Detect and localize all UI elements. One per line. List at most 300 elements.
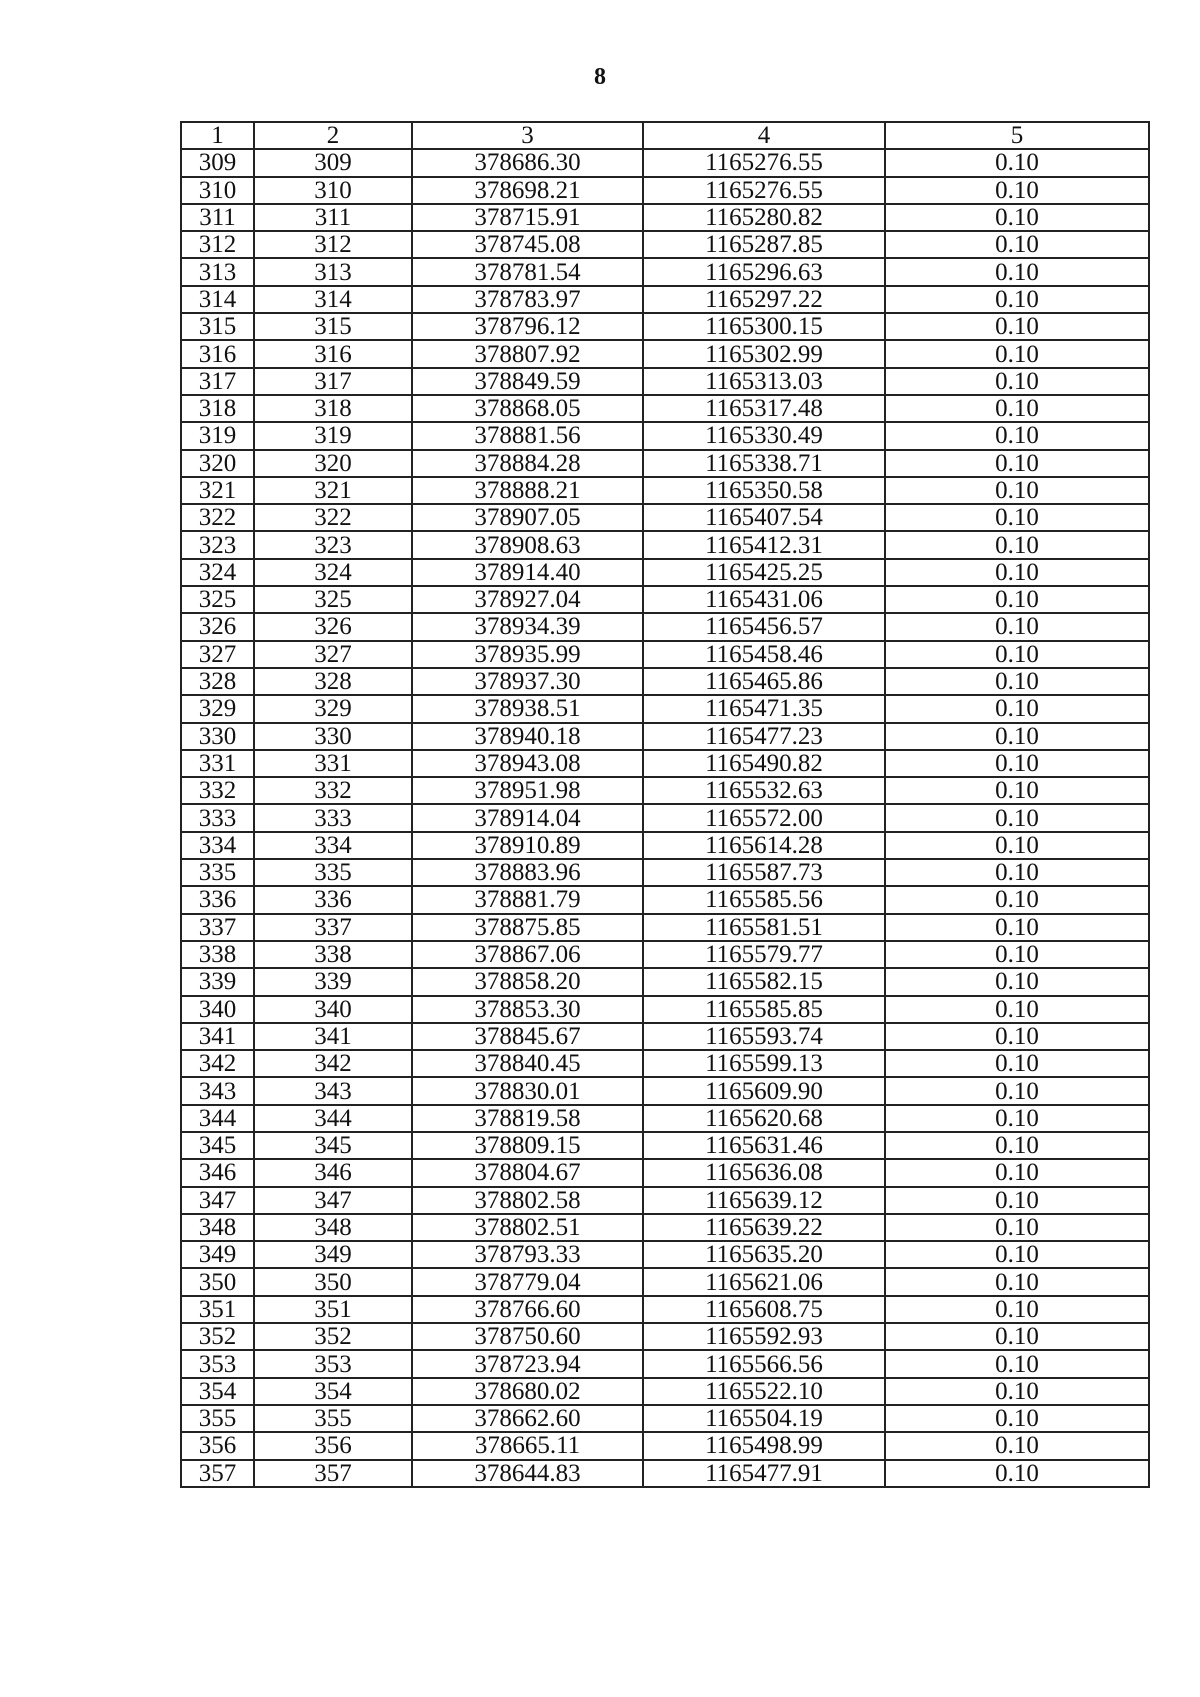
table-cell-col-4: 1165425.25 [643, 559, 885, 586]
table-cell-col-3: 378793.33 [412, 1241, 643, 1268]
table-cell-col-3: 378807.92 [412, 340, 643, 367]
table-cell-col-5: 0.10 [885, 1214, 1149, 1241]
table-cell-col-1: 313 [181, 258, 254, 285]
table-cell-col-2: 310 [254, 177, 412, 204]
table-cell-col-4: 1165581.51 [643, 914, 885, 941]
table-cell-col-2: 346 [254, 1159, 412, 1186]
table-cell-col-1: 319 [181, 422, 254, 449]
table-cell-col-1: 345 [181, 1132, 254, 1159]
table-cell-col-3: 378951.98 [412, 777, 643, 804]
table-cell-col-1: 311 [181, 204, 254, 231]
table-cell-col-4: 1165635.20 [643, 1241, 885, 1268]
table-cell-col-1: 330 [181, 723, 254, 750]
table-cell-col-4: 1165504.19 [643, 1405, 885, 1432]
table-row [181, 531, 1149, 558]
table-cell-col-3: 378914.04 [412, 804, 643, 831]
table-cell-col-1: 332 [181, 777, 254, 804]
table-cell-col-2: 335 [254, 859, 412, 886]
table-cell-col-1: 320 [181, 450, 254, 477]
table-cell-col-5: 0.10 [885, 1268, 1149, 1295]
table-cell-col-5: 0.10 [885, 450, 1149, 477]
table-cell-col-5: 0.10 [885, 832, 1149, 859]
table-row [181, 313, 1149, 340]
table-cell-col-3: 378745.08 [412, 231, 643, 258]
table-cell-col-3: 378802.51 [412, 1214, 643, 1241]
table-cell-col-1: 342 [181, 1050, 254, 1077]
table-cell-col-5: 0.10 [885, 531, 1149, 558]
table-cell-col-2: 329 [254, 695, 412, 722]
table-cell-col-4: 1165608.75 [643, 1296, 885, 1323]
table-cell-col-3: 378644.83 [412, 1460, 643, 1487]
table-cell-col-1: 346 [181, 1159, 254, 1186]
table-row [181, 1405, 1149, 1432]
table-cell-col-2: 309 [254, 149, 412, 176]
table-cell-col-5: 0.10 [885, 149, 1149, 176]
table-row [181, 668, 1149, 695]
table-cell-col-1: 323 [181, 531, 254, 558]
table-cell-col-3: 378884.28 [412, 450, 643, 477]
table-cell-col-5: 0.10 [885, 1077, 1149, 1104]
table-cell-col-5: 0.10 [885, 1296, 1149, 1323]
table-cell-col-1: 339 [181, 968, 254, 995]
table-cell-col-3: 378781.54 [412, 258, 643, 285]
table-cell-col-2: 338 [254, 941, 412, 968]
table-cell-col-1: 352 [181, 1323, 254, 1350]
table-cell-col-5: 0.10 [885, 1105, 1149, 1132]
table-cell-col-4: 1165456.57 [643, 613, 885, 640]
table-cell-col-2: 319 [254, 422, 412, 449]
table-cell-col-1: 317 [181, 368, 254, 395]
table-cell-col-1: 310 [181, 177, 254, 204]
table-cell-col-1: 318 [181, 395, 254, 422]
table-cell-col-2: 313 [254, 258, 412, 285]
table-row [181, 1132, 1149, 1159]
table-cell-col-2: 316 [254, 340, 412, 367]
table-cell-col-2: 311 [254, 204, 412, 231]
table-row [181, 504, 1149, 531]
table-cell-col-4: 1165458.46 [643, 641, 885, 668]
table-row [181, 832, 1149, 859]
table-cell-col-2: 337 [254, 914, 412, 941]
table-cell-col-2: 318 [254, 395, 412, 422]
table-cell-col-2: 339 [254, 968, 412, 995]
table-cell-col-2: 350 [254, 1268, 412, 1295]
table-cell-col-1: 328 [181, 668, 254, 695]
table-cell-col-3: 378937.30 [412, 668, 643, 695]
table-cell-col-4: 1165639.22 [643, 1214, 885, 1241]
table-cell-col-1: 337 [181, 914, 254, 941]
table-cell-col-5: 0.10 [885, 859, 1149, 886]
table-cell-col-5: 0.10 [885, 177, 1149, 204]
table-cell-col-3: 378715.91 [412, 204, 643, 231]
table-row [181, 859, 1149, 886]
table-cell-col-4: 1165609.90 [643, 1077, 885, 1104]
table-cell-col-2: 347 [254, 1187, 412, 1214]
table-cell-col-4: 1165585.56 [643, 886, 885, 913]
table-row [181, 177, 1149, 204]
table-cell-col-1: 325 [181, 586, 254, 613]
table-row [181, 1187, 1149, 1214]
table-cell-col-2: 353 [254, 1350, 412, 1377]
table-cell-col-1: 336 [181, 886, 254, 913]
table-cell-col-4: 1165579.77 [643, 941, 885, 968]
table-cell-col-3: 378750.60 [412, 1323, 643, 1350]
table-cell-col-5: 0.10 [885, 477, 1149, 504]
page-number: 8 [594, 64, 606, 90]
table-cell-col-3: 378938.51 [412, 695, 643, 722]
table-cell-col-5: 0.10 [885, 368, 1149, 395]
table-cell-col-1: 331 [181, 750, 254, 777]
table-cell-col-4: 1165300.15 [643, 313, 885, 340]
table-cell-col-5: 0.10 [885, 695, 1149, 722]
table-cell-col-1: 356 [181, 1432, 254, 1459]
table-cell-col-5: 0.10 [885, 1350, 1149, 1377]
table-cell-col-4: 1165338.71 [643, 450, 885, 477]
table-cell-col-2: 326 [254, 613, 412, 640]
table-cell-col-1: 341 [181, 1023, 254, 1050]
table-cell-col-4: 1165287.85 [643, 231, 885, 258]
table-cell-col-4: 1165330.49 [643, 422, 885, 449]
table-row [181, 477, 1149, 504]
table-row [181, 695, 1149, 722]
table-cell-col-3: 378845.67 [412, 1023, 643, 1050]
table-row [181, 914, 1149, 941]
table-cell-col-2: 343 [254, 1077, 412, 1104]
column-header-2: 2 [254, 122, 412, 149]
table-row [181, 886, 1149, 913]
table-cell-col-5: 0.10 [885, 641, 1149, 668]
table-cell-col-1: 322 [181, 504, 254, 531]
table-cell-col-1: 327 [181, 641, 254, 668]
column-header-4: 4 [643, 122, 885, 149]
table-cell-col-2: 356 [254, 1432, 412, 1459]
table-cell-col-2: 317 [254, 368, 412, 395]
table-cell-col-1: 350 [181, 1268, 254, 1295]
table-cell-col-2: 325 [254, 586, 412, 613]
table-cell-col-4: 1165477.91 [643, 1460, 885, 1487]
table-cell-col-5: 0.10 [885, 1460, 1149, 1487]
table-cell-col-5: 0.10 [885, 886, 1149, 913]
table-cell-col-5: 0.10 [885, 1132, 1149, 1159]
table-row [181, 1378, 1149, 1405]
table-cell-col-4: 1165280.82 [643, 204, 885, 231]
table-cell-col-1: 309 [181, 149, 254, 176]
table-cell-col-3: 378940.18 [412, 723, 643, 750]
table-cell-col-2: 334 [254, 832, 412, 859]
table-cell-col-3: 378914.40 [412, 559, 643, 586]
table-row [181, 368, 1149, 395]
table-row [181, 996, 1149, 1023]
table-cell-col-1: 348 [181, 1214, 254, 1241]
table-cell-col-4: 1165566.56 [643, 1350, 885, 1377]
table-cell-col-3: 378796.12 [412, 313, 643, 340]
table-cell-col-4: 1165276.55 [643, 149, 885, 176]
table-cell-col-4: 1165587.73 [643, 859, 885, 886]
table-cell-col-1: 357 [181, 1460, 254, 1487]
table-cell-col-2: 342 [254, 1050, 412, 1077]
table-cell-col-5: 0.10 [885, 1050, 1149, 1077]
table-cell-col-4: 1165532.63 [643, 777, 885, 804]
table-cell-col-3: 378858.20 [412, 968, 643, 995]
table-cell-col-4: 1165593.74 [643, 1023, 885, 1050]
table-cell-col-2: 320 [254, 450, 412, 477]
table-row [181, 1241, 1149, 1268]
table-cell-col-2: 336 [254, 886, 412, 913]
table-row [181, 1432, 1149, 1459]
table-cell-col-4: 1165490.82 [643, 750, 885, 777]
table-body [181, 149, 1149, 1487]
table-cell-col-4: 1165296.63 [643, 258, 885, 285]
table-cell-col-4: 1165412.31 [643, 531, 885, 558]
table-row [181, 777, 1149, 804]
table-cell-col-3: 378766.60 [412, 1296, 643, 1323]
table-row [181, 1460, 1149, 1487]
table-cell-col-1: 349 [181, 1241, 254, 1268]
table-cell-col-5: 0.10 [885, 286, 1149, 313]
table-cell-col-5: 0.10 [885, 804, 1149, 831]
table-row [181, 641, 1149, 668]
table-row [181, 1159, 1149, 1186]
table-row [181, 804, 1149, 831]
table-cell-col-3: 378779.04 [412, 1268, 643, 1295]
table-cell-col-5: 0.10 [885, 996, 1149, 1023]
table-cell-col-5: 0.10 [885, 504, 1149, 531]
column-header-3: 3 [412, 122, 643, 149]
table-cell-col-4: 1165636.08 [643, 1159, 885, 1186]
table-cell-col-5: 0.10 [885, 613, 1149, 640]
table-cell-col-3: 378868.05 [412, 395, 643, 422]
table-cell-col-4: 1165302.99 [643, 340, 885, 367]
table-cell-col-3: 378830.01 [412, 1077, 643, 1104]
table-cell-col-5: 0.10 [885, 1323, 1149, 1350]
table-row [181, 723, 1149, 750]
table-cell-col-5: 0.10 [885, 941, 1149, 968]
table-row [181, 422, 1149, 449]
table-cell-col-5: 0.10 [885, 559, 1149, 586]
table-row [181, 586, 1149, 613]
table-row [181, 1105, 1149, 1132]
table-cell-col-1: 333 [181, 804, 254, 831]
table-cell-col-4: 1165471.35 [643, 695, 885, 722]
table-cell-col-2: 349 [254, 1241, 412, 1268]
table-cell-col-5: 0.10 [885, 258, 1149, 285]
table-cell-col-1: 338 [181, 941, 254, 968]
table-cell-col-3: 378680.02 [412, 1378, 643, 1405]
table-row [181, 750, 1149, 777]
table-cell-col-4: 1165522.10 [643, 1378, 885, 1405]
table-cell-col-3: 378881.56 [412, 422, 643, 449]
table-cell-col-2: 331 [254, 750, 412, 777]
table-cell-col-3: 378927.04 [412, 586, 643, 613]
table-cell-col-2: 324 [254, 559, 412, 586]
table-cell-col-3: 378908.63 [412, 531, 643, 558]
table-cell-col-1: 343 [181, 1077, 254, 1104]
table-cell-col-3: 378888.21 [412, 477, 643, 504]
table-cell-col-3: 378883.96 [412, 859, 643, 886]
table-cell-col-4: 1165465.86 [643, 668, 885, 695]
table-cell-col-1: 316 [181, 340, 254, 367]
table-cell-col-1: 340 [181, 996, 254, 1023]
table-row [181, 1050, 1149, 1077]
table-cell-col-1: 312 [181, 231, 254, 258]
table-row [181, 149, 1149, 176]
table-cell-col-2: 328 [254, 668, 412, 695]
table-cell-col-4: 1165477.23 [643, 723, 885, 750]
table-cell-col-1: 334 [181, 832, 254, 859]
table-cell-col-5: 0.10 [885, 231, 1149, 258]
table-cell-col-5: 0.10 [885, 340, 1149, 367]
table-cell-col-3: 378853.30 [412, 996, 643, 1023]
table-row [181, 340, 1149, 367]
table-cell-col-3: 378802.58 [412, 1187, 643, 1214]
table-cell-col-4: 1165431.06 [643, 586, 885, 613]
table-cell-col-3: 378934.39 [412, 613, 643, 640]
table-cell-col-3: 378783.97 [412, 286, 643, 313]
table-cell-col-4: 1165585.85 [643, 996, 885, 1023]
table-cell-col-1: 326 [181, 613, 254, 640]
table-cell-col-2: 327 [254, 641, 412, 668]
table-row [181, 1296, 1149, 1323]
table-cell-col-3: 378907.05 [412, 504, 643, 531]
table-cell-col-1: 344 [181, 1105, 254, 1132]
table-cell-col-1: 351 [181, 1296, 254, 1323]
table-cell-col-1: 314 [181, 286, 254, 313]
table-cell-col-5: 0.10 [885, 1432, 1149, 1459]
table-cell-col-4: 1165620.68 [643, 1105, 885, 1132]
table-cell-col-4: 1165572.00 [643, 804, 885, 831]
table-cell-col-1: 329 [181, 695, 254, 722]
table-cell-col-4: 1165582.15 [643, 968, 885, 995]
table-cell-col-3: 378819.58 [412, 1105, 643, 1132]
table-cell-col-4: 1165350.58 [643, 477, 885, 504]
table-cell-col-1: 347 [181, 1187, 254, 1214]
table-cell-col-3: 378804.67 [412, 1159, 643, 1186]
table-cell-col-2: 312 [254, 231, 412, 258]
table-cell-col-2: 348 [254, 1214, 412, 1241]
table-cell-col-2: 354 [254, 1378, 412, 1405]
table-cell-col-2: 315 [254, 313, 412, 340]
table-cell-col-5: 0.10 [885, 1241, 1149, 1268]
table-row [181, 450, 1149, 477]
table-cell-col-4: 1165621.06 [643, 1268, 885, 1295]
table-cell-col-1: 315 [181, 313, 254, 340]
table-cell-col-3: 378849.59 [412, 368, 643, 395]
table-row [181, 559, 1149, 586]
table-cell-col-2: 345 [254, 1132, 412, 1159]
table-cell-col-5: 0.10 [885, 313, 1149, 340]
table-header-row [181, 122, 1149, 149]
table-cell-col-3: 378662.60 [412, 1405, 643, 1432]
table-cell-col-4: 1165639.12 [643, 1187, 885, 1214]
table-cell-col-5: 0.10 [885, 586, 1149, 613]
table-cell-col-5: 0.10 [885, 914, 1149, 941]
table-cell-col-3: 378723.94 [412, 1350, 643, 1377]
table-cell-col-2: 344 [254, 1105, 412, 1132]
table-cell-col-3: 378840.45 [412, 1050, 643, 1077]
table-cell-col-1: 335 [181, 859, 254, 886]
table-cell-col-2: 341 [254, 1023, 412, 1050]
table-row [181, 941, 1149, 968]
table-row [181, 286, 1149, 313]
table-cell-col-5: 0.10 [885, 1159, 1149, 1186]
table-cell-col-3: 378665.11 [412, 1432, 643, 1459]
table-row [181, 231, 1149, 258]
table-cell-col-4: 1165297.22 [643, 286, 885, 313]
table-cell-col-3: 378809.15 [412, 1132, 643, 1159]
table-cell-col-2: 352 [254, 1323, 412, 1350]
table-cell-col-2: 321 [254, 477, 412, 504]
table-cell-col-5: 0.10 [885, 750, 1149, 777]
table-cell-col-4: 1165313.03 [643, 368, 885, 395]
table-cell-col-5: 0.10 [885, 1378, 1149, 1405]
table-cell-col-4: 1165498.99 [643, 1432, 885, 1459]
table-cell-col-4: 1165317.48 [643, 395, 885, 422]
table-cell-col-5: 0.10 [885, 422, 1149, 449]
table-cell-col-4: 1165407.54 [643, 504, 885, 531]
table-row [181, 968, 1149, 995]
table-cell-col-3: 378698.21 [412, 177, 643, 204]
table-cell-col-5: 0.10 [885, 968, 1149, 995]
table-cell-col-1: 354 [181, 1378, 254, 1405]
table-cell-col-4: 1165631.46 [643, 1132, 885, 1159]
table-cell-col-2: 322 [254, 504, 412, 531]
table-cell-col-3: 378875.85 [412, 914, 643, 941]
table-cell-col-5: 0.10 [885, 777, 1149, 804]
table-cell-col-2: 330 [254, 723, 412, 750]
table-cell-col-5: 0.10 [885, 723, 1149, 750]
table-cell-col-2: 314 [254, 286, 412, 313]
table-cell-col-5: 0.10 [885, 204, 1149, 231]
column-header-1: 1 [181, 122, 254, 149]
table-cell-col-3: 378881.79 [412, 886, 643, 913]
table-cell-col-1: 355 [181, 1405, 254, 1432]
table-cell-col-3: 378686.30 [412, 149, 643, 176]
table-row [181, 1077, 1149, 1104]
table-cell-col-1: 324 [181, 559, 254, 586]
table-cell-col-2: 332 [254, 777, 412, 804]
table-row [181, 1350, 1149, 1377]
column-header-5: 5 [885, 122, 1149, 149]
table-cell-col-2: 351 [254, 1296, 412, 1323]
table-cell-col-5: 0.10 [885, 1023, 1149, 1050]
table-row [181, 204, 1149, 231]
table-cell-col-2: 340 [254, 996, 412, 1023]
table-cell-col-3: 378935.99 [412, 641, 643, 668]
table-cell-col-3: 378867.06 [412, 941, 643, 968]
table-row [181, 395, 1149, 422]
table-cell-col-2: 355 [254, 1405, 412, 1432]
table-cell-col-5: 0.10 [885, 1187, 1149, 1214]
table-cell-col-3: 378910.89 [412, 832, 643, 859]
table-cell-col-2: 357 [254, 1460, 412, 1487]
table-cell-col-1: 353 [181, 1350, 254, 1377]
table-cell-col-5: 0.10 [885, 668, 1149, 695]
table-cell-col-5: 0.10 [885, 1405, 1149, 1432]
table-cell-col-5: 0.10 [885, 395, 1149, 422]
table-cell-col-4: 1165599.13 [643, 1050, 885, 1077]
table-row [181, 613, 1149, 640]
table-cell-col-2: 323 [254, 531, 412, 558]
table-row [181, 1214, 1149, 1241]
table-cell-col-3: 378943.08 [412, 750, 643, 777]
table-cell-col-4: 1165592.93 [643, 1323, 885, 1350]
table-row [181, 1268, 1149, 1295]
table-cell-col-4: 1165614.28 [643, 832, 885, 859]
coordinates-table [180, 121, 1150, 1488]
table-cell-col-4: 1165276.55 [643, 177, 885, 204]
table-row [181, 1023, 1149, 1050]
table-cell-col-1: 321 [181, 477, 254, 504]
